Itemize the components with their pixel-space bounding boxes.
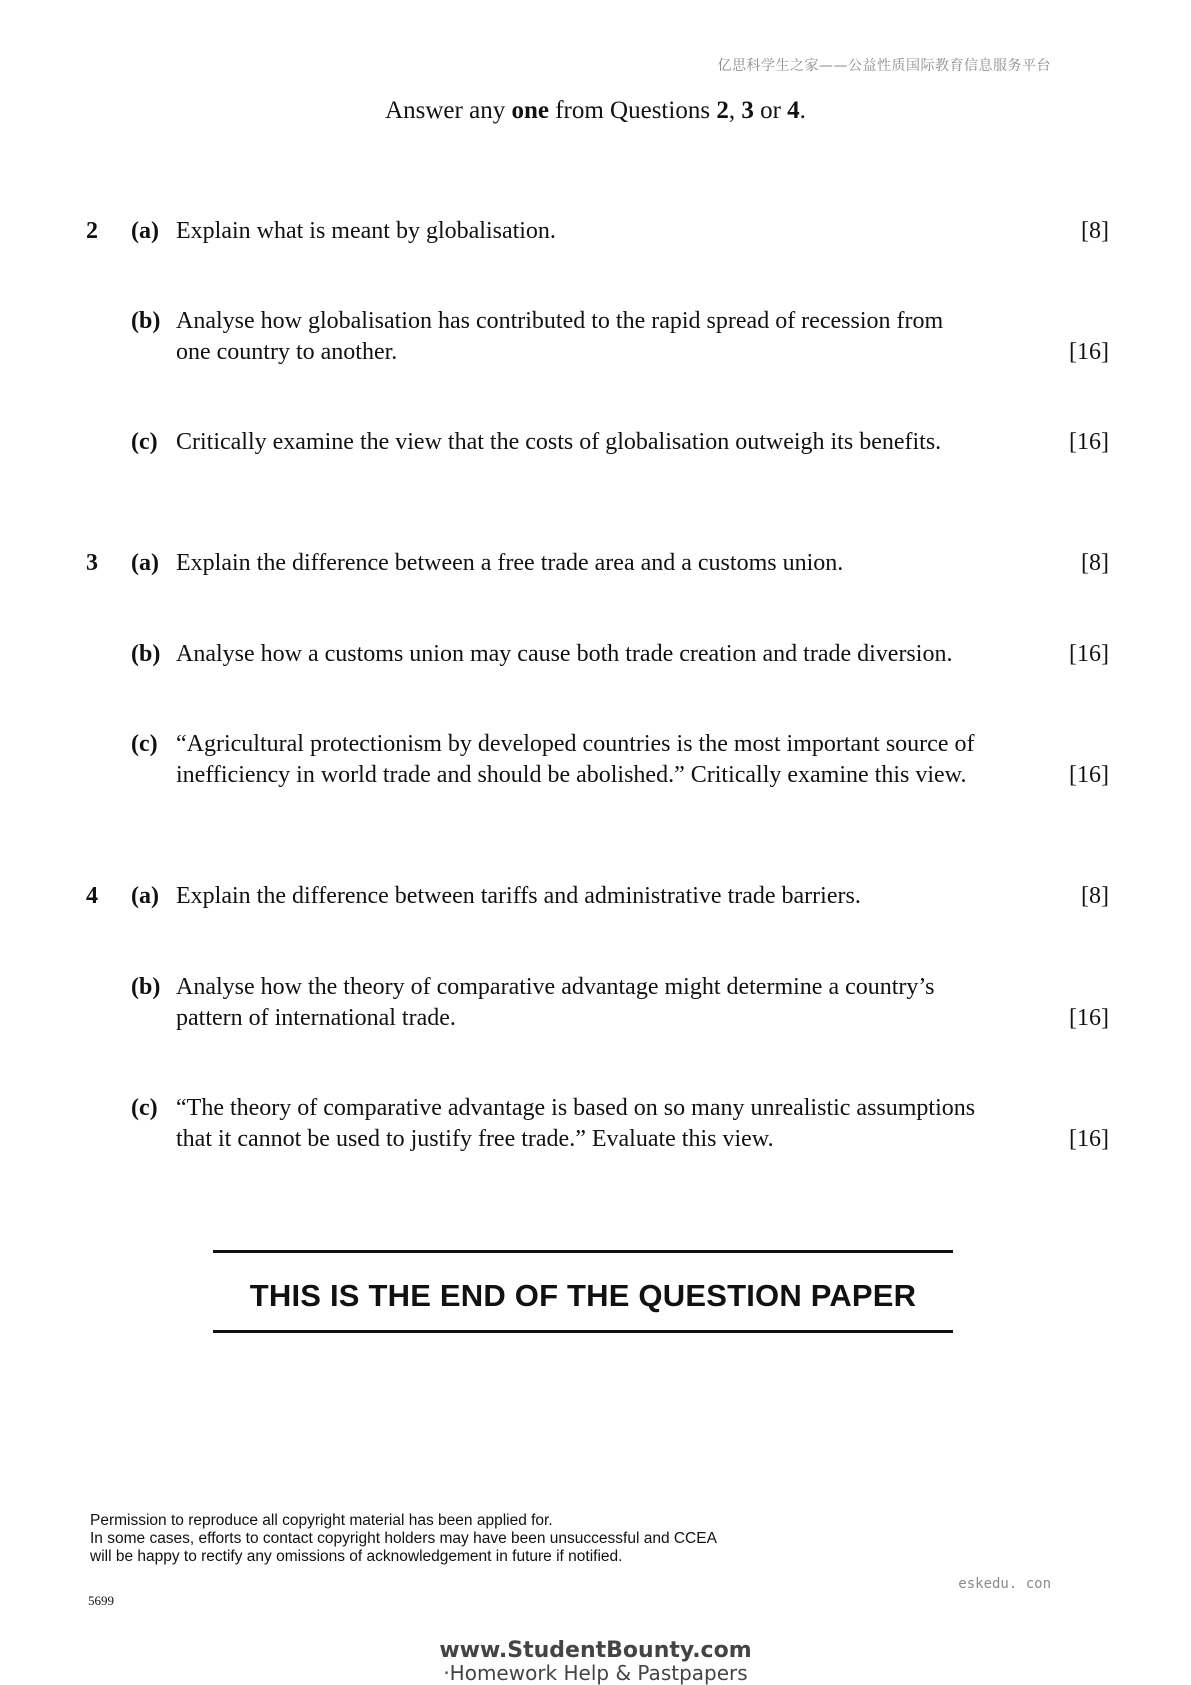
part-text: pattern of international trade. [176, 1005, 456, 1031]
instruction-text: or [753, 97, 788, 124]
part-text: Explain the difference between a free trade area and a customs union. [176, 550, 844, 576]
part-text: Analyse how the theory of comparative advantage might determine a country’s [176, 974, 935, 1000]
part-label: (b) [131, 641, 161, 667]
marks: [16] [1069, 339, 1109, 365]
top-rule [213, 1250, 953, 1253]
question-ref: 3 [741, 97, 754, 124]
permission-line: Permission to reproduce all copyright material has been applied for. [90, 1512, 553, 1529]
part-text: inefficiency in world trade and should be abolished.” Critically examine this view. [176, 762, 967, 788]
paper-code: 5699 [88, 1593, 114, 1608]
part-label: (a) [131, 883, 159, 909]
marks: [16] [1069, 762, 1109, 788]
part-text: Explain the difference between tariffs and administrative trade barriers. [176, 883, 861, 909]
instruction-text: . [799, 97, 806, 124]
permission-notice [90, 1512, 717, 1566]
part-text: Explain what is meant by globalisation. [176, 218, 556, 244]
bounty-url: www.StudentBounty.com [439, 1638, 752, 1663]
studentbounty-logo [0, 1640, 1191, 1684]
part-label: (b) [131, 974, 161, 1000]
part-label: (b) [131, 308, 161, 334]
watermark-header: 亿思科学生之家——公益性质国际教育信息服务平台 [717, 58, 1051, 74]
part-text: that it cannot be used to justify free trade.” Evaluate this view. [176, 1126, 774, 1152]
part-label: (a) [131, 550, 159, 576]
permission-line: In some cases, efforts to contact copyright holders may have been unsuccessful and CCEA [90, 1530, 717, 1547]
marks: [8] [1081, 550, 1109, 576]
part-text: “Agricultural protectionism by developed countries is the most important source of [176, 731, 975, 757]
marks: [16] [1069, 429, 1109, 455]
part-label: (c) [131, 731, 158, 757]
instruction-line [0, 97, 1191, 125]
instruction-text: from Questions [548, 97, 717, 124]
part-text: Analyse how globalisation has contributed to the rapid spread of recession from [176, 308, 944, 334]
instruction-emphasis: one [511, 97, 549, 124]
permission-line: will be happy to rectify any omissions of acknowledgement in future if notified. [90, 1548, 623, 1565]
part-label: (a) [131, 218, 159, 244]
question-number: 4 [86, 883, 98, 909]
part-text: one country to another. [176, 339, 398, 365]
part-label: (c) [131, 1095, 158, 1121]
part-text: Critically examine the view that the costs of globalisation outweigh its benefits. [176, 429, 942, 455]
watermark-footer: eskedu. con [958, 1576, 1051, 1592]
marks: [8] [1081, 883, 1109, 909]
question-ref: 2 [716, 97, 729, 124]
part-text: “The theory of comparative advantage is based on so many unrealistic assumptions [176, 1095, 976, 1121]
marks: [16] [1069, 1005, 1109, 1031]
marks: [16] [1069, 641, 1109, 667]
part-label: (c) [131, 429, 158, 455]
bounty-tagline: ·Homework Help & Pastpapers [443, 1661, 748, 1685]
marks: [16] [1069, 1126, 1109, 1152]
bottom-rule [213, 1330, 953, 1333]
part-text: Analyse how a customs union may cause both trade creation and trade diversion. [176, 641, 953, 667]
instruction-text: , [728, 97, 742, 124]
instruction-text: Answer any [385, 97, 512, 124]
question-number: 3 [86, 550, 98, 576]
question-ref: 4 [787, 97, 800, 124]
question-number: 2 [86, 218, 98, 244]
end-of-paper-banner: THIS IS THE END OF THE QUESTION PAPER [249, 1278, 917, 1313]
marks: [8] [1081, 218, 1109, 244]
